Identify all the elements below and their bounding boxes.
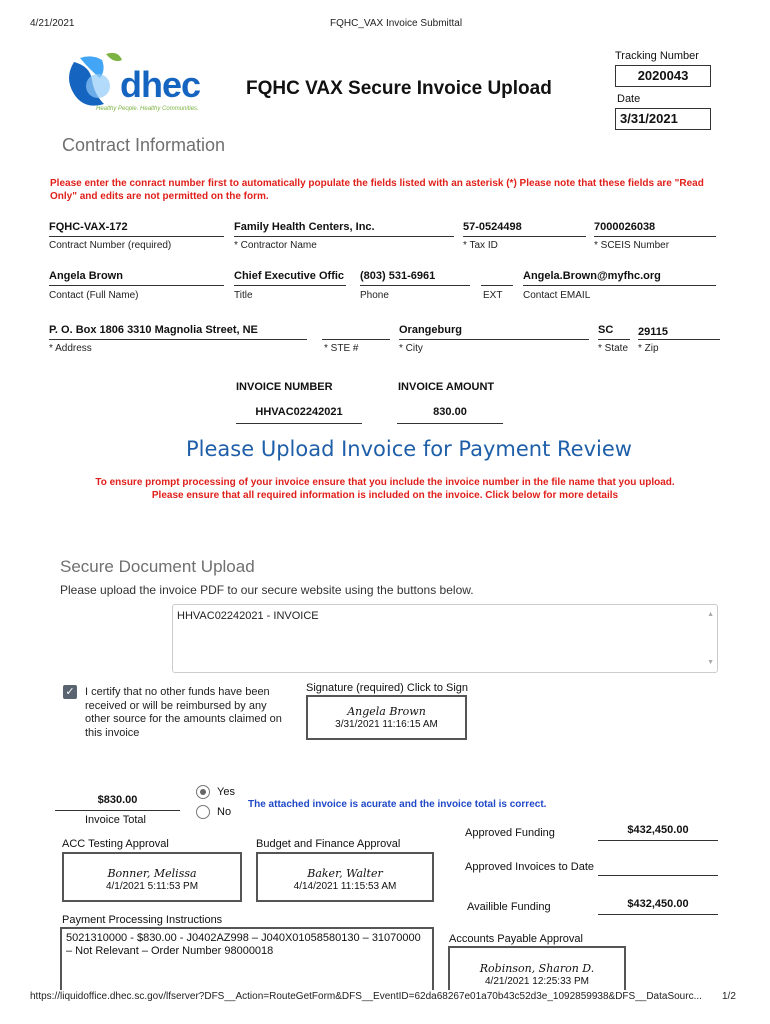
approved-invoices-label: Approved Invoices to Date [465, 861, 595, 873]
sceis-number-label: * SCEIS Number [594, 240, 670, 251]
radio-selected-dot [200, 789, 206, 795]
contract-number-field[interactable]: FQHC-VAX-172 [49, 221, 224, 237]
contractor-name-label: * Contractor Name [234, 240, 317, 251]
phone-label: Phone [360, 290, 389, 301]
acc-approval-time: 4/1/2021 5:11:53 PM [105, 881, 199, 892]
secure-upload-title: Secure Document Upload [60, 557, 255, 576]
print-doc-title: FQHC_VAX Invoice Submittal [330, 18, 463, 29]
tax-id-label: * Tax ID [463, 240, 498, 251]
yes-radio[interactable] [196, 785, 210, 799]
tracking-number-field[interactable]: 2020043 [615, 65, 711, 87]
certify-line: received or will be reimbursed by any [85, 699, 267, 712]
upload-section-title: Please Upload Invoice for Payment Review [186, 437, 632, 461]
signature-box[interactable] [306, 695, 467, 740]
budget-approval-label: Budget and Finance Approval [256, 838, 401, 850]
title-field[interactable]: Chief Executive Offic [234, 270, 346, 286]
no-radio[interactable] [196, 805, 210, 819]
invoice-number-field[interactable]: HHVAC02242021 [236, 406, 362, 424]
signature-label: Signature (required) Click to Sign [306, 682, 469, 694]
invoice-total-field[interactable]: $830.00 [55, 794, 180, 811]
tax-id-field[interactable]: 57-0524498 [463, 221, 586, 237]
certify-line: other source for the amounts claimed on [85, 713, 282, 725]
budget-approval-time: 4/14/2021 11:15:53 AM [293, 881, 397, 892]
approved-funding-field[interactable]: $432,450.00 [598, 824, 718, 841]
ste-field[interactable] [322, 324, 390, 340]
payment-instructions-field[interactable] [60, 927, 434, 990]
acc-approval-box[interactable] [62, 852, 242, 902]
budget-approval-box[interactable] [256, 852, 434, 902]
ap-approval-box[interactable] [448, 946, 626, 990]
certify-line: I certify that no other funds have been [85, 686, 270, 698]
approved-invoices-field[interactable] [598, 859, 718, 876]
contact-name-field[interactable]: Angela Brown [49, 270, 224, 286]
ap-approval-label: Accounts Payable Approval [449, 933, 583, 945]
certify-line: this invoice [85, 726, 140, 739]
zip-field[interactable]: 29115 [638, 324, 720, 340]
address-field[interactable]: P. O. Box 1806 3310 Magnolia Street, NE [49, 324, 307, 340]
payment-instructions-text: 5021310000 - $830.00 - J0402AZ998 – J040X01058580130 – 31070000 – Not Relevant – Order Number 98000018 [66, 932, 421, 957]
acc-approval-label: ACC Testing Approval [62, 838, 169, 850]
city-label: * City [399, 343, 423, 354]
certify-checkbox[interactable] [63, 685, 77, 699]
print-page-number: 1/2 [722, 991, 736, 1002]
scroll-up-icon[interactable]: ▲ [707, 611, 714, 618]
contract-number-label: Contract Number (required) [49, 240, 172, 251]
tracking-label: Tracking Number [615, 50, 699, 62]
city-field[interactable]: Orangeburg [399, 324, 589, 340]
title-label: Title [234, 290, 253, 301]
contract-notice: Please enter the conract number first to automatically populate the fields listed with an asterisk (*) Please note that these fields are "Read Only" and edits are not permitted on the form. [50, 178, 704, 202]
state-field[interactable]: SC [598, 324, 630, 340]
upload-notice-line1: To ensure prompt processing of your invoice ensure that you include the invoice number in the file name that you upload. [95, 477, 675, 488]
form-title: FQHC VAX Secure Invoice Upload [246, 78, 552, 99]
phone-field[interactable]: (803) 531-6961 [360, 270, 470, 286]
acc-approver-name: Bonner, Melissa [107, 867, 197, 880]
available-funding-label: Availible Funding [467, 901, 551, 913]
print-footer-url: https://liquidoffice.dhec.sc.gov/lfserver?DFS__Action=RouteGetForm&DFS__EventID=62da68267e01a70b43c52d3e_1092859938&DFS__DataSourc... [30, 991, 712, 1002]
ext-field[interactable] [481, 270, 513, 286]
invoice-amount-label: INVOICE AMOUNT [398, 381, 495, 393]
ste-label: * STE # [324, 343, 359, 354]
uploaded-file-item[interactable]: HHVAC02242021 - INVOICE [177, 610, 319, 622]
ap-approval-time: 4/21/2021 12:25:33 PM [485, 976, 589, 987]
contractor-name-field[interactable]: Family Health Centers, Inc. [234, 221, 454, 237]
email-field[interactable]: Angela.Brown@myfhc.org [523, 270, 716, 286]
logo-wordmark: dhec [120, 64, 201, 105]
available-funding-field[interactable]: $432,450.00 [598, 898, 718, 915]
ap-approver-name: Robinson, Sharon D. [479, 962, 595, 975]
sceis-number-field[interactable]: 7000026038 [594, 221, 716, 237]
signature-name: Angela Brown [347, 705, 426, 718]
state-label: * State [598, 343, 629, 354]
invoice-number-label: INVOICE NUMBER [236, 381, 333, 393]
invoice-amount-field[interactable]: 830.00 [397, 406, 503, 424]
checkmark-icon: ✓ [65, 686, 75, 698]
secure-upload-instruction: Please upload the invoice PDF to our secure website using the buttons below. [60, 583, 474, 597]
zip-label: * Zip [638, 343, 659, 354]
print-date: 4/21/2021 [30, 18, 75, 29]
invoice-total-label: Invoice Total [85, 814, 146, 826]
contract-section-title: Contract Information [62, 135, 226, 155]
dhec-logo [62, 48, 226, 118]
email-label: Contact EMAIL [523, 290, 591, 301]
date-field[interactable]: 3/31/2021 [615, 108, 711, 130]
contact-name-label: Contact (Full Name) [49, 290, 139, 301]
signature-timestamp: 3/31/2021 11:16:15 AM [335, 719, 438, 730]
no-label: No [217, 806, 232, 818]
budget-approver-name: Baker, Walter [307, 867, 383, 880]
date-label: Date [617, 93, 641, 105]
payment-instructions-label: Payment Processing Instructions [62, 914, 223, 926]
address-label: * Address [49, 343, 92, 354]
scroll-down-icon[interactable]: ▼ [707, 659, 714, 666]
upload-notice-line2[interactable]: Please ensure that all required information is included on the invoice. Click below for more details [151, 490, 619, 501]
approved-funding-label: Approved Funding [465, 827, 555, 839]
accuracy-statement: The attached invoice is acurate and the invoice total is correct. [248, 799, 547, 810]
certify-text [85, 686, 282, 740]
logo-tagline: Healthy People. Healthy Communities. [96, 106, 199, 112]
yes-label: Yes [217, 786, 235, 798]
uploaded-files-list[interactable] [172, 604, 718, 673]
ext-label: EXT [483, 290, 503, 301]
